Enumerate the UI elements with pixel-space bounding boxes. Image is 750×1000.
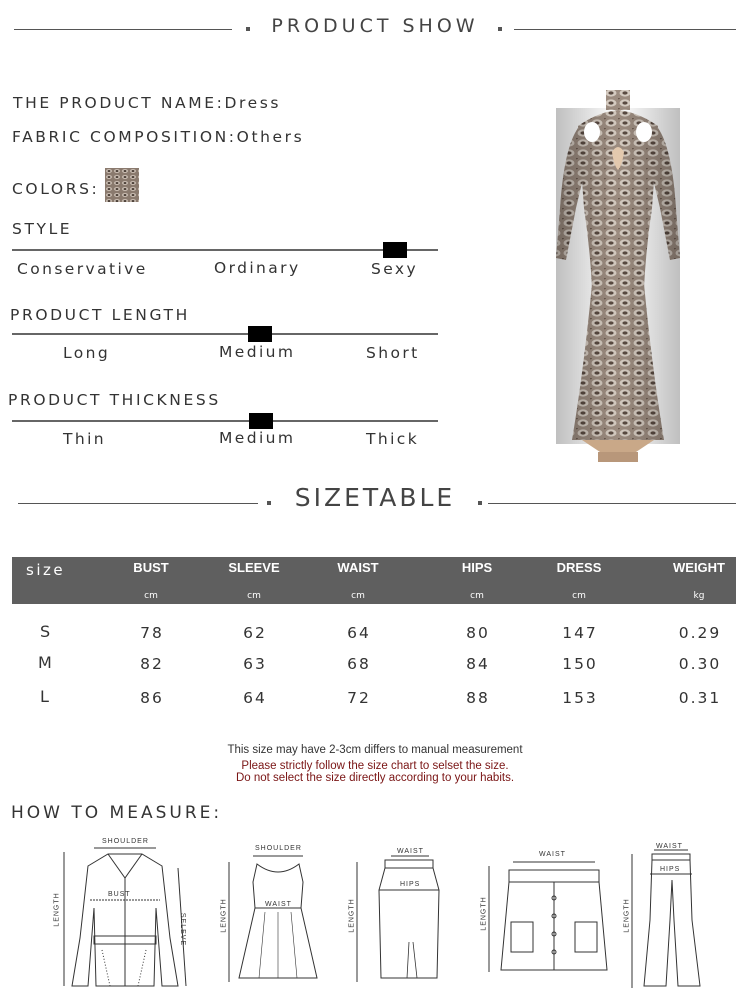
size-table-header xyxy=(12,557,736,604)
bust-unit: cm xyxy=(144,591,158,601)
thickness-marker xyxy=(249,413,273,429)
pants-hips-label: HIPS xyxy=(660,866,681,873)
product-image xyxy=(548,88,688,466)
dress-header: DRESS xyxy=(556,560,602,575)
cell-weight: 0.31 xyxy=(678,689,722,707)
product-name-label: THE PRODUCT NAME: xyxy=(13,94,225,112)
thickness-option-medium: Medium xyxy=(219,429,296,447)
jacket-length-label: LENGTH xyxy=(53,892,61,927)
measure-figure-jacket xyxy=(50,838,200,993)
style-scale-line xyxy=(12,249,438,251)
length-title: PRODUCT LENGTH xyxy=(10,306,190,324)
length-option-short: Short xyxy=(366,344,420,362)
thickness-title: PRODUCT THICKNESS xyxy=(8,391,221,409)
fabric-label: FABRIC COMPOSITION: xyxy=(12,128,237,146)
cell-sleeve: 63 xyxy=(243,655,267,673)
measure-figure-shorts xyxy=(475,848,625,978)
cell-sleeve: 62 xyxy=(243,624,267,642)
cell-waist: 68 xyxy=(347,655,371,673)
length-scale-line xyxy=(12,333,438,335)
cell-weight: 0.30 xyxy=(678,655,722,673)
skirt-waist-label: WAIST xyxy=(397,848,424,855)
style-title: STYLE xyxy=(12,220,73,238)
sizetable-rule-right xyxy=(488,503,736,504)
shorts-waist-label: WAIST xyxy=(539,851,566,858)
cell-weight: 0.29 xyxy=(678,624,722,642)
length-option-medium: Medium xyxy=(219,343,296,361)
cell-bust: 86 xyxy=(140,689,164,707)
cell-dress: 153 xyxy=(562,689,598,707)
waist-header: WAIST xyxy=(337,560,379,575)
size-column-header: size xyxy=(26,561,66,579)
colors-label: COLORS: xyxy=(12,180,100,198)
hips-unit: cm xyxy=(470,591,484,601)
pants-waist-label: WAIST xyxy=(656,843,683,850)
waist-unit: cm xyxy=(351,591,365,601)
dress-length-label: LENGTH xyxy=(220,898,228,933)
measure-figure-dress xyxy=(215,842,325,987)
thickness-option-thick: Thick xyxy=(366,430,420,448)
weight-unit: kg xyxy=(693,591,705,601)
jacket-bust-label: BUST xyxy=(108,891,131,898)
row-size: M xyxy=(38,653,52,672)
sleeve-header: SLEEVE xyxy=(228,560,280,575)
jacket-shoulder-label: SHOULDER xyxy=(102,838,149,845)
cell-waist: 72 xyxy=(347,689,371,707)
note-habits: Do not select the size directly according to your habits. xyxy=(235,772,515,784)
measure-figure-pants xyxy=(620,840,710,992)
dress-waist-label: WAIST xyxy=(265,901,292,908)
length-marker xyxy=(248,326,272,342)
header-rule-right xyxy=(514,29,736,30)
measure-figure-skirt xyxy=(345,846,445,986)
style-option-conservative: Conservative xyxy=(17,260,148,278)
cell-bust: 82 xyxy=(140,655,164,673)
sizetable-title: SIZETABLE xyxy=(294,483,456,512)
header-square-right xyxy=(498,27,502,31)
style-marker xyxy=(383,242,407,258)
cell-hips: 88 xyxy=(466,689,490,707)
cell-dress: 147 xyxy=(562,624,598,642)
thickness-option-thin: Thin xyxy=(63,430,107,448)
row-size: S xyxy=(40,622,51,641)
product-show-title: PRODUCT SHOW xyxy=(271,15,479,37)
note-measurement: This size may have 2-3cm differs to manual measurement xyxy=(227,744,523,756)
color-swatch[interactable] xyxy=(105,168,139,202)
note-follow-chart: Please strictly follow the size chart to selset the size. xyxy=(241,760,509,772)
sizetable-square-right xyxy=(478,501,482,505)
cell-dress: 150 xyxy=(562,655,598,673)
cell-bust: 78 xyxy=(140,624,164,642)
style-option-sexy: Sexy xyxy=(371,260,419,278)
product-name-value: Dress xyxy=(224,94,282,112)
pants-length-label: LENGTH xyxy=(623,898,631,933)
jacket-sleeve-label: SELEVE xyxy=(179,912,187,947)
bust-header: BUST xyxy=(133,560,169,575)
cell-hips: 80 xyxy=(466,624,490,642)
length-option-long: Long xyxy=(63,344,111,362)
hips-header: HIPS xyxy=(461,560,493,575)
weight-header: WEIGHT xyxy=(673,560,725,575)
skirt-length-label: LENGTH xyxy=(348,898,356,933)
fabric-value: Others xyxy=(236,128,305,146)
product-name xyxy=(13,94,281,112)
dress-shoulder-label: SHOULDER xyxy=(255,845,302,852)
fabric-composition xyxy=(12,128,304,146)
style-option-ordinary: Ordinary xyxy=(214,259,301,277)
sleeve-unit: cm xyxy=(247,591,261,601)
skirt-hips-label: HIPS xyxy=(400,881,421,888)
how-to-measure-title: HOW TO MEASURE: xyxy=(11,803,223,823)
row-size: L xyxy=(40,687,49,706)
thickness-scale-line xyxy=(12,420,438,422)
cell-sleeve: 64 xyxy=(243,689,267,707)
dress-unit: cm xyxy=(572,591,586,601)
cell-hips: 84 xyxy=(466,655,490,673)
cell-waist: 64 xyxy=(347,624,371,642)
shorts-length-label: LENGTH xyxy=(480,896,488,931)
